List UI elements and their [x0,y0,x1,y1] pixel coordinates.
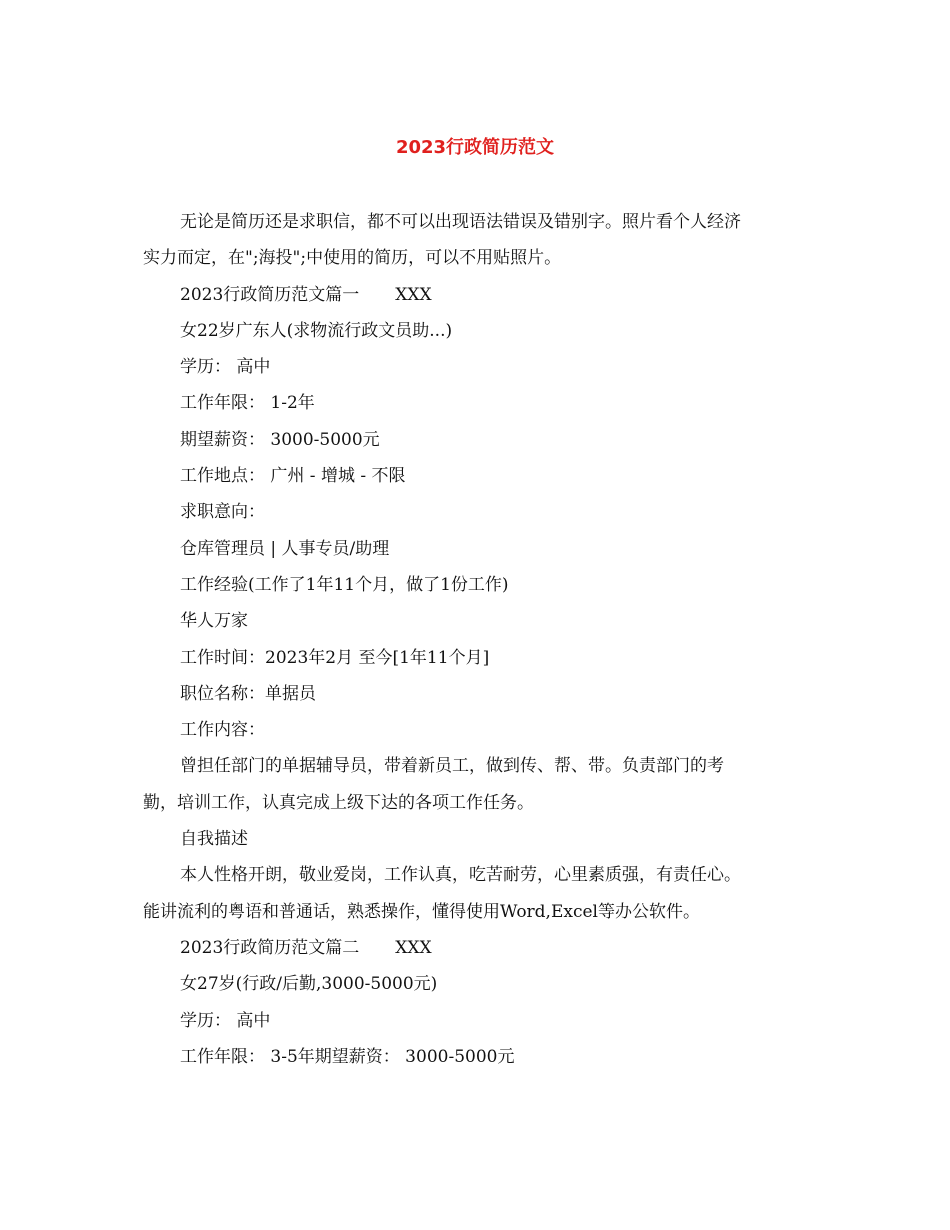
education-line-2: 学历： 高中 [180,1010,271,1031]
profile-summary-1: 女22岁广东人(求物流行政文员助...) [180,320,453,341]
section-heading-2 [143,930,803,966]
intro-paragraph-line-2: 实力而定，在";海投";中使用的简历，可以不用贴照片。 [143,248,562,269]
expected-salary-line-1: 期望薪资： 3000-5000元 [180,429,380,450]
section-heading-2-name: XXX [395,937,432,958]
work-content-line-2: 勤，培训工作，认真完成上级下达的各项工作任务。 [143,792,534,813]
work-location-line-1: 工作地点： 广州 - 增城 - 不限 [180,466,406,487]
company-name: 华人万家 [180,611,248,632]
section-heading-2-title: 2023行政简历范文篇二 [180,937,360,958]
profile-summary-2: 女27岁(行政/后勤,3000-5000元) [180,974,438,995]
work-experience-summary: 工作经验(工作了1年11个月，做了1份工作) [180,574,509,595]
work-content-line-1: 曾担任部门的单据辅导员，带着新员工，做到传、帮、带。负责部门的考 [180,756,724,777]
job-intention-value: 仓库管理员 | 人事专员/助理 [180,538,390,559]
document-title: 2023行政简历范文 [395,137,555,158]
self-description-label: 自我描述 [180,829,248,850]
intro-paragraph-line-1: 无论是简历还是求职信，都不可以出现语法错误及错别字。照片看个人经济 [180,212,741,232]
work-years-line-1: 工作年限： 1-2年 [180,393,315,414]
document-body [143,204,803,1075]
self-description-line-2: 能讲流利的粤语和普通话，熟悉操作，懂得使用Word,Excel等办公软件。 [143,901,700,922]
section-heading-1-name: XXX [395,284,432,305]
education-line-1: 学历： 高中 [180,357,271,378]
section-heading-1-title: 2023行政简历范文篇一 [180,284,360,305]
position-title-line: 职位名称：单据员 [180,683,316,704]
work-content-label: 工作内容： [180,720,265,741]
job-intention-label: 求职意向： [180,502,265,523]
section-heading-1 [143,277,803,313]
self-description-line-1: 本人性格开朗，敬业爱岗，工作认真，吃苦耐劳，心里素质强，有责任心。 [180,865,741,886]
work-years-salary-line-2: 工作年限： 3-5年期望薪资： 3000-5000元 [180,1046,515,1067]
work-time-line: 工作时间：2023年2月 至今[1年11个月] [180,647,490,668]
